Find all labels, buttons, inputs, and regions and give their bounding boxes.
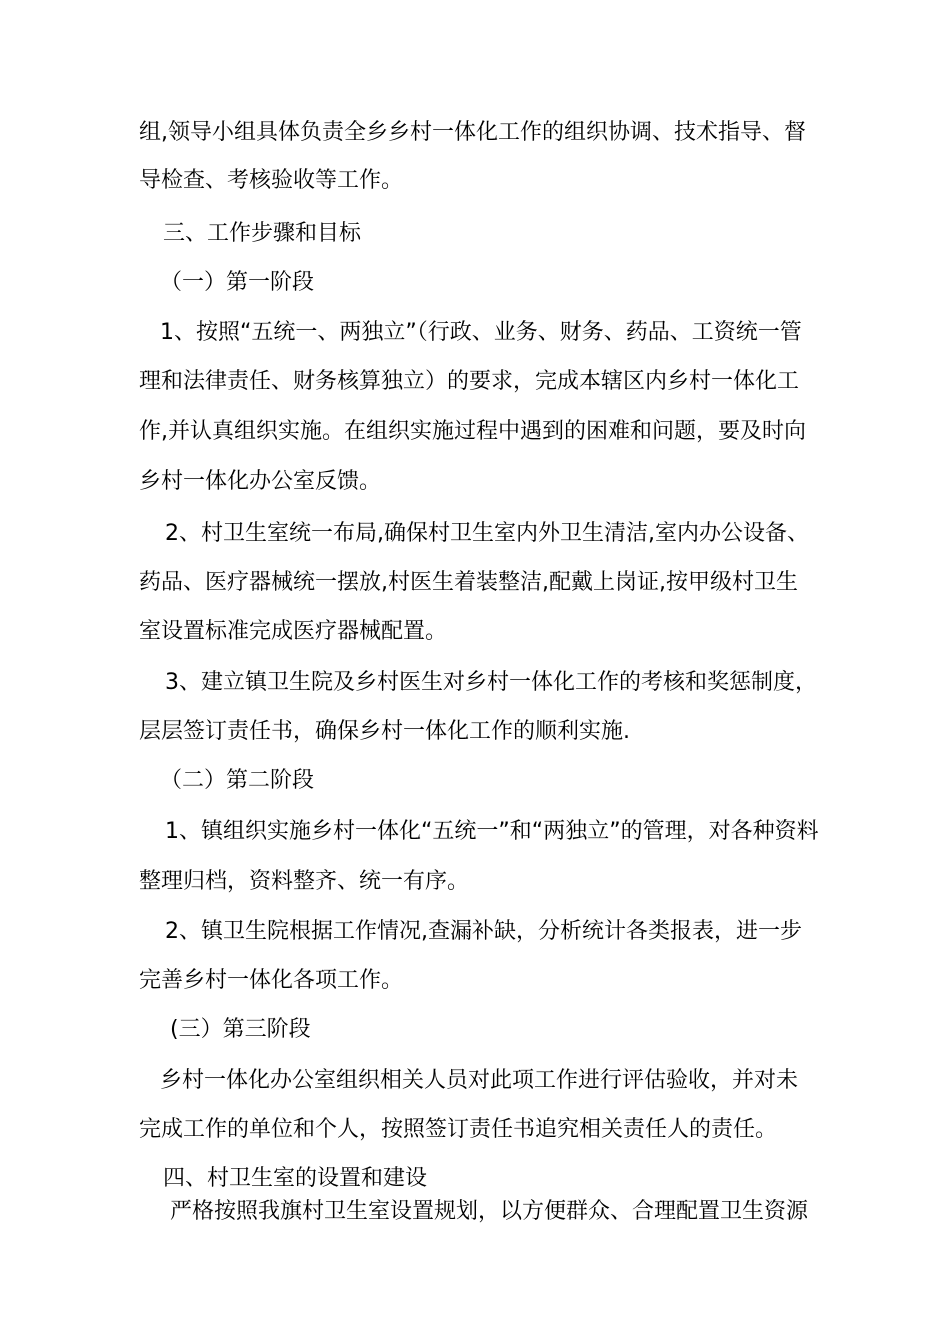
paragraph-line: 药品、医疗器械统一摆放,村医生着装整洁,配戴上岗证,按甲级村卫生 (139, 570, 798, 595)
paragraph-line: 作,并认真组织实施。在组织实施过程中遇到的困难和问题，要及时向 (139, 419, 806, 444)
paragraph-line: 组,领导小组具体负责全乡乡村一体化工作的组织协调、技术指导、督 (139, 120, 806, 145)
paragraph-line: 2、镇卫生院根据工作情况,查漏补缺，分析统计各类报表，进一步 (165, 919, 802, 944)
subsection-heading: (三）第三阶段 (170, 1017, 311, 1042)
paragraph-line: 1、按照“五统一、两独立”（行政、业务、财务、药品、工资统一管 (160, 320, 802, 345)
paragraph-line: 理和法律责任、财务核算独立）的要求，完成本辖区内乡村一体化工 (139, 369, 800, 394)
paragraph-line: 整理归档，资料整齐、统一有序。 (139, 869, 470, 894)
subsection-heading: （一）第一阶段 (160, 270, 315, 295)
paragraph-line: 完善乡村一体化各项工作。 (139, 968, 404, 993)
paragraph-line: 乡村一体化办公室反馈。 (139, 469, 382, 494)
paragraph-line: 1、镇组织实施乡村一体化“五统一”和“两独立”的管理，对各种资料 (165, 819, 819, 844)
paragraph-line: 3、建立镇卫生院及乡村医生对乡村一体化工作的考核和奖惩制度， (165, 670, 817, 695)
subsection-heading: （二）第二阶段 (160, 768, 315, 793)
section-heading: 三、工作步骤和目标 (163, 221, 362, 246)
paragraph-line: 2、村卫生室统一布局,确保村卫生室内外卫生清洁,室内办公设备、 (165, 521, 809, 546)
paragraph-line: 层层签订责任书，确保乡村一体化工作的顺利实施. (139, 719, 630, 744)
paragraph-line: 严格按照我旗村卫生室设置规划，以方便群众、合理配置卫生资源 (170, 1199, 809, 1224)
paragraph-line: 导检查、考核验收等工作。 (139, 168, 404, 193)
paragraph-line: 室设置标准完成医疗器械配置。 (139, 619, 448, 644)
section-heading: 四、村卫生室的设置和建设 (163, 1166, 428, 1191)
paragraph-line: 乡村一体化办公室组织相关人员对此项工作进行评估验收，并对未 (160, 1068, 799, 1093)
paragraph-line: 完成工作的单位和个人，按照签订责任书追究相关责任人的责任。 (139, 1117, 778, 1142)
